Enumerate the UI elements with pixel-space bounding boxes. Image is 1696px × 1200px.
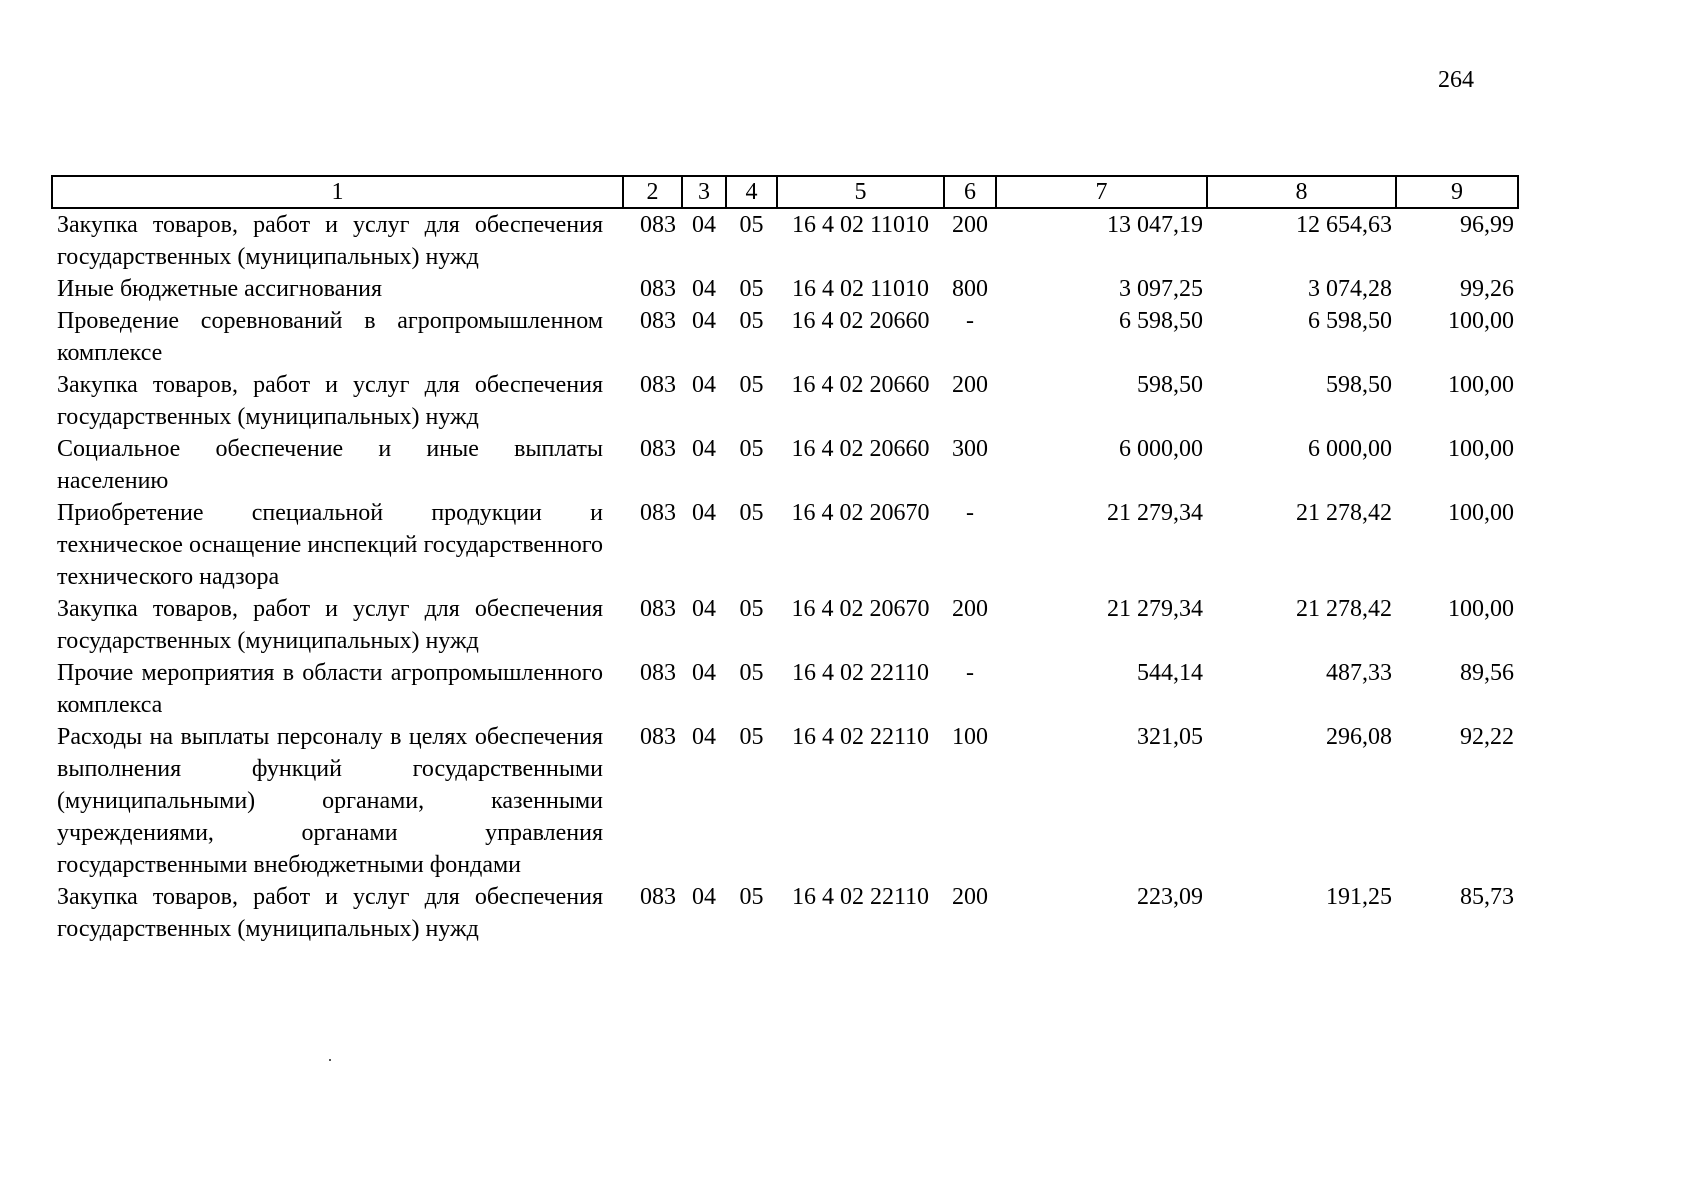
row-value-col8: 6 598,50: [1308, 308, 1392, 334]
header-col-8: 8: [1207, 176, 1396, 208]
header-col-4: 4: [726, 176, 777, 208]
row-value-col9: 85,73: [1460, 884, 1514, 910]
row-value-col8: 598,50: [1326, 372, 1392, 398]
table-row: [52, 273, 1518, 305]
row-code-ministry: 083: [640, 308, 676, 334]
row-value-col9: 99,26: [1460, 276, 1514, 302]
row-code-expense-type: 800: [952, 276, 988, 302]
row-code-target: 16 4 02 20660: [791, 308, 930, 334]
row-code-ministry: 083: [640, 596, 676, 622]
row-code-section: 04: [692, 212, 716, 238]
row-description: Иные бюджетные ассигнования: [57, 276, 382, 302]
row-value-col8: 21 278,42: [1296, 500, 1392, 526]
row-code-expense-type: 200: [952, 212, 988, 238]
row-code-expense-type: 100: [952, 724, 988, 750]
row-value-col7: 21 279,34: [1107, 596, 1203, 622]
row-value-col7: 598,50: [1137, 372, 1203, 398]
row-code-target: 16 4 02 11010: [791, 276, 930, 302]
row-value-col9: 100,00: [1448, 436, 1514, 462]
table-row: [52, 657, 1518, 721]
row-description: Проведение соревнований в агропромышленном комплексе: [57, 308, 603, 366]
row-code-expense-type: -: [966, 660, 974, 686]
row-value-col9: 100,00: [1448, 372, 1514, 398]
row-value-col7: 6 598,50: [1119, 308, 1203, 334]
table-row: [52, 305, 1518, 369]
row-code-section: 04: [692, 500, 716, 526]
row-code-subsection: 05: [739, 660, 764, 686]
row-code-ministry: 083: [640, 724, 676, 750]
table-row: [52, 721, 1518, 881]
header-col-2: 2: [623, 176, 682, 208]
row-value-col7: 544,14: [1137, 660, 1203, 686]
row-code-expense-type: 300: [952, 436, 988, 462]
header-col-3: 3: [682, 176, 726, 208]
header-col-5: 5: [777, 176, 944, 208]
row-code-section: 04: [692, 308, 716, 334]
row-value-col9: 96,99: [1460, 212, 1514, 238]
row-code-section: 04: [692, 276, 716, 302]
row-code-target: 16 4 02 11010: [791, 212, 930, 238]
row-description: Закупка товаров, работ и услуг для обеспечения государственных (муниципальных) нужд: [57, 212, 603, 270]
row-code-section: 04: [692, 436, 716, 462]
table-header: [52, 176, 1518, 208]
row-code-ministry: 083: [640, 884, 676, 910]
row-code-ministry: 083: [640, 372, 676, 398]
row-code-target: 16 4 02 22110: [791, 660, 930, 686]
row-code-section: 04: [692, 724, 716, 750]
row-code-ministry: 083: [640, 436, 676, 462]
table-row: [52, 208, 1518, 273]
table-row: [52, 369, 1518, 433]
row-value-col8: 21 278,42: [1296, 596, 1392, 622]
row-value-col9: 100,00: [1448, 500, 1514, 526]
row-code-target: 16 4 02 22110: [791, 724, 930, 750]
row-description: Закупка товаров, работ и услуг для обеспечения государственных (муниципальных) нужд: [57, 372, 603, 430]
row-code-section: 04: [692, 372, 716, 398]
row-code-subsection: 05: [739, 276, 764, 302]
row-code-subsection: 05: [739, 500, 764, 526]
header-col-9: 9: [1396, 176, 1518, 208]
table-body: [52, 208, 1518, 945]
row-code-subsection: 05: [739, 724, 764, 750]
row-value-col7: 321,05: [1137, 724, 1203, 750]
row-value-col7: 3 097,25: [1119, 276, 1203, 302]
table-row: [52, 497, 1518, 593]
row-code-target: 16 4 02 20660: [791, 372, 930, 398]
row-code-expense-type: 200: [952, 596, 988, 622]
header-col-6: 6: [944, 176, 996, 208]
row-value-col8: 487,33: [1326, 660, 1392, 686]
row-value-col8: 6 000,00: [1308, 436, 1392, 462]
row-value-col8: 12 654,63: [1296, 212, 1392, 238]
row-code-target: 16 4 02 20670: [791, 596, 930, 622]
row-value-col8: 3 074,28: [1308, 276, 1392, 302]
row-description: Социальное обеспечение и иные выплаты населению: [57, 436, 603, 494]
row-code-ministry: 083: [640, 500, 676, 526]
header-col-1: 1: [52, 176, 623, 208]
scan-speck: [329, 1059, 331, 1061]
row-code-subsection: 05: [739, 884, 764, 910]
budget-table: [51, 175, 1519, 945]
row-value-col7: 6 000,00: [1119, 436, 1203, 462]
row-code-section: 04: [692, 660, 716, 686]
row-value-col8: 191,25: [1326, 884, 1392, 910]
header-col-7: 7: [996, 176, 1207, 208]
row-value-col9: 100,00: [1448, 596, 1514, 622]
row-code-ministry: 083: [640, 212, 676, 238]
table-row: [52, 433, 1518, 497]
row-code-subsection: 05: [739, 308, 764, 334]
row-value-col7: 21 279,34: [1107, 500, 1203, 526]
table-row: [52, 593, 1518, 657]
row-code-expense-type: -: [966, 308, 974, 334]
row-code-ministry: 083: [640, 660, 676, 686]
row-code-expense-type: -: [966, 500, 974, 526]
row-code-target: 16 4 02 20660: [791, 436, 930, 462]
row-value-col9: 92,22: [1460, 724, 1514, 750]
row-code-subsection: 05: [739, 596, 764, 622]
row-code-expense-type: 200: [952, 884, 988, 910]
row-code-section: 04: [692, 596, 716, 622]
row-value-col9: 100,00: [1448, 308, 1514, 334]
row-description: Расходы на выплаты персоналу в целях обеспечения выполнения функций государственными (муниципальными) органами, казенными учреждениями, органами управления государственными внебюджетными фондами: [57, 724, 603, 878]
row-code-subsection: 05: [739, 372, 764, 398]
row-value-col8: 296,08: [1326, 724, 1392, 750]
row-value-col7: 223,09: [1137, 884, 1203, 910]
row-description: Прочие мероприятия в области агропромышленного комплекса: [57, 660, 603, 718]
table-row: [52, 881, 1518, 945]
row-code-ministry: 083: [640, 276, 676, 302]
row-code-target: 16 4 02 20670: [791, 500, 930, 526]
row-description: Закупка товаров, работ и услуг для обеспечения государственных (муниципальных) нужд: [57, 884, 603, 942]
row-code-section: 04: [692, 884, 716, 910]
row-value-col9: 89,56: [1460, 660, 1514, 686]
row-code-expense-type: 200: [952, 372, 988, 398]
page-number: 264: [1438, 67, 1474, 93]
row-description: Приобретение специальной продукции и техническое оснащение инспекций государственного технического надзора: [57, 500, 603, 590]
row-code-subsection: 05: [739, 436, 764, 462]
row-code-subsection: 05: [739, 212, 764, 238]
row-description: Закупка товаров, работ и услуг для обеспечения государственных (муниципальных) нужд: [57, 596, 603, 654]
row-value-col7: 13 047,19: [1107, 212, 1203, 238]
row-code-target: 16 4 02 22110: [791, 884, 930, 910]
